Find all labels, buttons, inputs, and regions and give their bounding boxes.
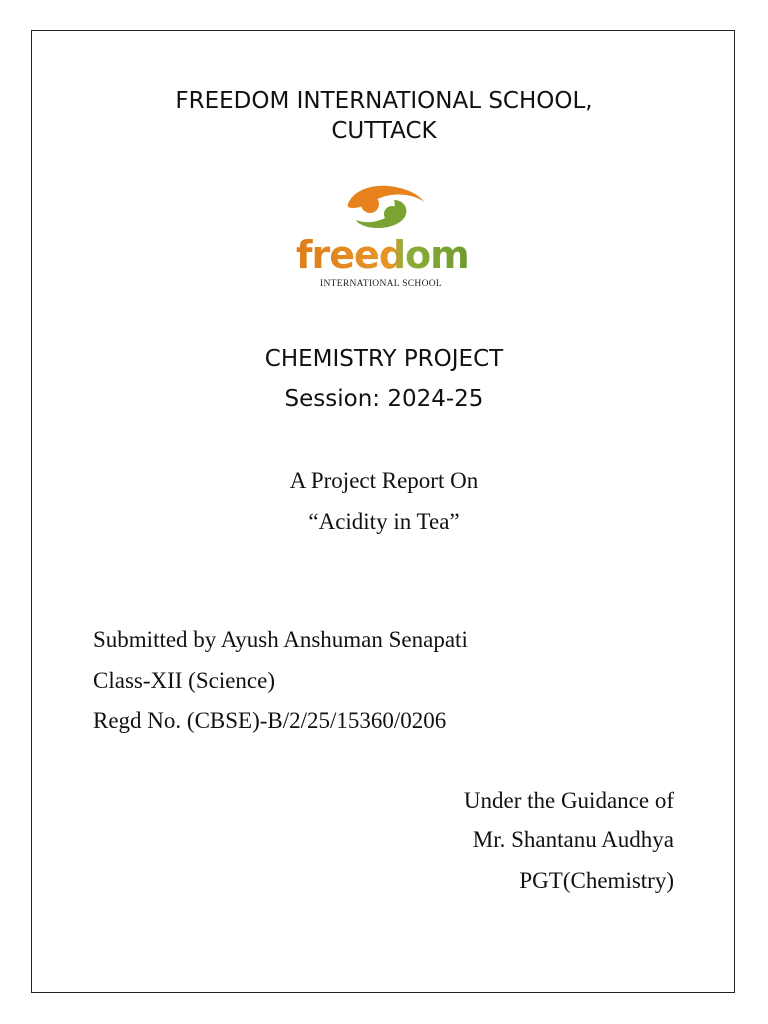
report-topic: “Acidity in Tea” (308, 509, 460, 534)
project-title: CHEMISTRY PROJECT (264, 346, 504, 372)
regd-number: Regd No. (CBSE)-B/2/25/15360/0206 (93, 708, 447, 733)
project-session: Session: 2024-25 (284, 386, 484, 412)
school-name-line-1: FREEDOM INTERNATIONAL SCHOOL, (175, 88, 593, 114)
teacher-name: Mr. Shantanu Audhya (472, 827, 674, 852)
report-intro: A Project Report On (289, 468, 479, 493)
logo-wordmark (296, 233, 469, 277)
school-name-line-2: CUTTACK (331, 118, 437, 144)
logo-wordmark-text: freedom (296, 233, 469, 277)
submitted-by: Submitted by Ayush Anshuman Senapati (93, 627, 468, 652)
guidance-heading: Under the Guidance of (463, 788, 674, 813)
logo-subtitle: INTERNATIONAL SCHOOL (319, 279, 442, 289)
logo-emblem-icon (296, 178, 466, 238)
student-class: Class-XII (Science) (93, 668, 276, 693)
teacher-designation: PGT(Chemistry) (519, 868, 674, 893)
school-logo (296, 178, 469, 294)
